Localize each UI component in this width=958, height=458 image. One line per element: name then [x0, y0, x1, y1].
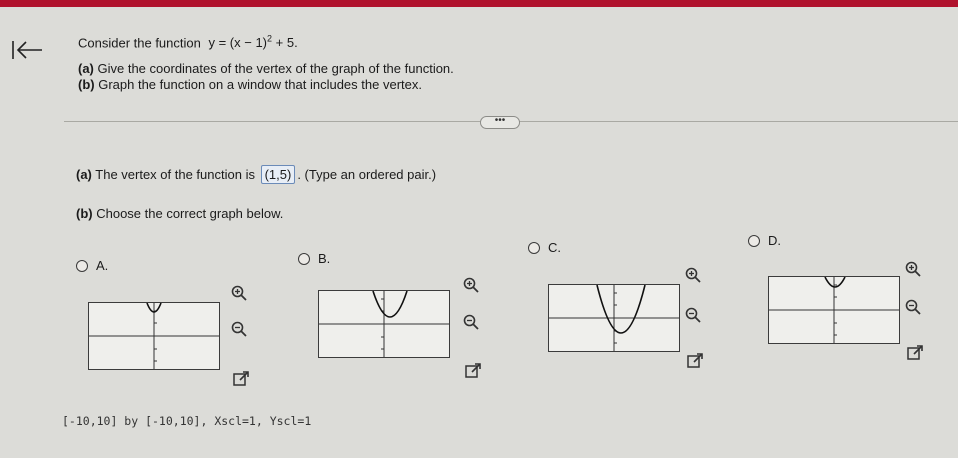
back-arrow-icon[interactable] [10, 38, 44, 62]
part-a-label: (a) [78, 61, 94, 77]
problem-statement [78, 31, 454, 93]
more-button[interactable]: ••• [480, 116, 520, 129]
function-expression: $y = (x - 1)^2 + 5$. [208, 34, 298, 51]
zoom-in-icon[interactable] [230, 284, 248, 302]
zoom-out-icon[interactable] [904, 298, 922, 316]
external-link-icon[interactable] [232, 370, 250, 388]
option-b-label: B. [318, 251, 331, 266]
option-d[interactable] [748, 233, 781, 248]
option-b-radio[interactable] [298, 253, 310, 265]
zoom-in-icon[interactable] [684, 266, 702, 284]
option-c-radio[interactable] [528, 242, 540, 254]
option-a-radio[interactable] [76, 260, 88, 272]
external-link-icon[interactable] [686, 352, 704, 370]
question-b [76, 206, 283, 221]
problem-intro: Consider the function [78, 35, 201, 51]
part-b-label: (b) [78, 77, 95, 93]
part-b-text: Graph the function on a window that includes the vertex. [94, 77, 422, 93]
zoom-in-icon[interactable] [904, 260, 922, 278]
external-link-icon[interactable] [464, 362, 482, 380]
option-c[interactable] [528, 240, 561, 255]
window-settings-note: [-10,10] by [-10,10], Xscl=1, Yscl=1 [62, 414, 312, 428]
graph-a [88, 302, 220, 370]
option-a-label: A. [96, 258, 109, 273]
graph-d [768, 276, 900, 344]
option-d-radio[interactable] [748, 235, 760, 247]
option-c-label: C. [548, 240, 561, 255]
zoom-out-icon[interactable] [230, 320, 248, 338]
zoom-in-icon[interactable] [462, 276, 480, 294]
graph-c [548, 284, 680, 352]
answer-a-label: (a) [76, 167, 92, 182]
question-b-label: (b) [76, 206, 93, 221]
vertex-answer-field[interactable]: (1,5) [261, 165, 296, 184]
zoom-out-icon[interactable] [462, 313, 480, 331]
top-accent-bar [0, 0, 958, 7]
question-b-text: Choose the correct graph below. [92, 206, 284, 221]
option-d-label: D. [768, 233, 781, 248]
option-a[interactable] [76, 258, 108, 273]
answer-a: (a) The vertex of the function is (1,5) . (Type an ordered pair.) [76, 167, 437, 182]
graph-b [318, 290, 450, 358]
option-b[interactable] [298, 251, 330, 266]
part-a-text: Give the coordinates of the vertex of the graph of the function. [93, 61, 454, 77]
zoom-out-icon[interactable] [684, 306, 702, 324]
external-link-icon[interactable] [906, 344, 924, 362]
